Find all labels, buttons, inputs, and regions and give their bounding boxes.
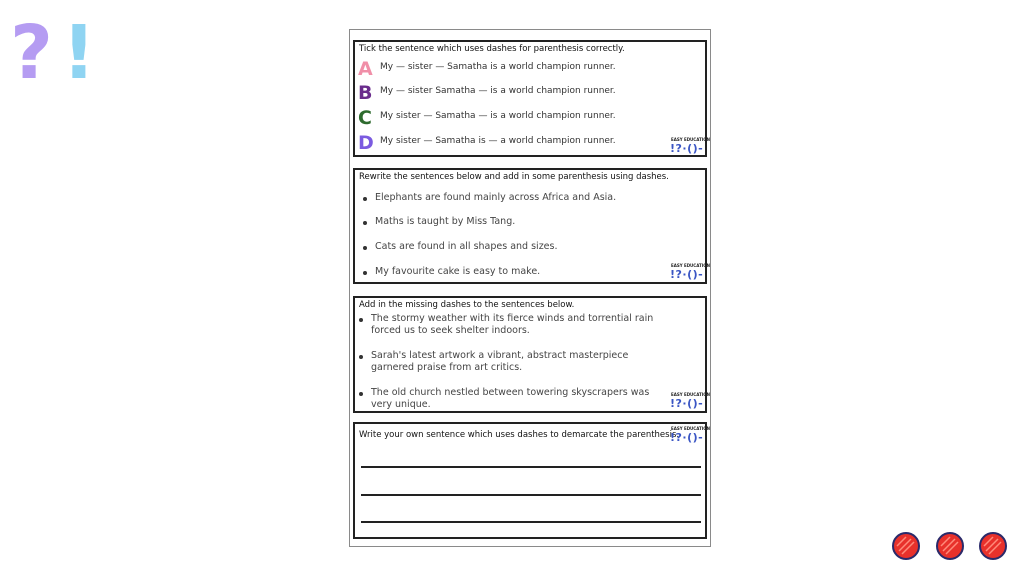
list-item: The old church nestled between towering skyscrapers was very unique. bbox=[359, 387, 694, 411]
section-rewrite bbox=[353, 168, 710, 284]
brand-logo: EASY EDUCATION !?·()- bbox=[670, 263, 710, 281]
nav-dot-icon[interactable] bbox=[935, 531, 965, 561]
worksheet bbox=[349, 29, 711, 547]
section2-heading: Rewrite the sentences below and add in some parenthesis using dashes. bbox=[359, 172, 669, 182]
nav-dot-icon[interactable] bbox=[891, 531, 921, 561]
option-c-text: My sister — Samatha — is a world champion runner. bbox=[380, 111, 616, 121]
list-item: My favourite cake is easy to make. bbox=[363, 266, 698, 278]
section4-heading: Write your own sentence which uses dashes to demarcate the parenthesis. bbox=[359, 430, 680, 440]
letter-b-icon bbox=[357, 82, 375, 102]
svg-text:A: A bbox=[358, 58, 373, 78]
option-a-text: My — sister — Samatha is a world champion runner. bbox=[380, 62, 616, 72]
section1-heading: Tick the sentence which uses dashes for parenthesis correctly. bbox=[359, 44, 625, 54]
punctuation-logo-icon: !?·()- bbox=[670, 268, 704, 281]
list-item: Elephants are found mainly across Africa and Asia. bbox=[363, 192, 698, 204]
letter-d-icon bbox=[357, 132, 375, 152]
punctuation-logo-icon: !?·()- bbox=[670, 397, 704, 410]
exclamation-mark: ! bbox=[62, 10, 96, 86]
list-item: Maths is taught by Miss Tang. bbox=[363, 216, 698, 228]
option-d-text: My sister — Samatha is — a world champion runner. bbox=[380, 136, 616, 146]
svg-text:D: D bbox=[358, 132, 374, 152]
option-c[interactable] bbox=[357, 107, 687, 127]
list-item: Sarah's latest artwork a vibrant, abstract masterpiece garnered praise from art critics. bbox=[359, 350, 694, 374]
svg-text:C: C bbox=[358, 107, 372, 127]
punctuation-logo-icon: !?·()- bbox=[670, 431, 704, 444]
brand-logo: EASY EDUCATION !?·()- bbox=[670, 137, 710, 155]
brand-logo: EASY EDUCATION !?·()- bbox=[670, 426, 710, 444]
section3-heading: Add in the missing dashes to the sentences below. bbox=[359, 300, 575, 310]
section-tick-correct bbox=[353, 40, 710, 157]
option-a[interactable] bbox=[357, 58, 687, 78]
svg-text:B: B bbox=[358, 82, 373, 102]
letter-a-icon bbox=[357, 58, 375, 78]
list-item: Cats are found in all shapes and sizes. bbox=[363, 241, 698, 253]
section-write-own bbox=[353, 422, 710, 539]
option-b-text: My — sister Samatha — is a world champion runner. bbox=[380, 86, 616, 96]
question-mark: ? bbox=[10, 10, 53, 86]
nav-dot-icon[interactable] bbox=[978, 531, 1008, 561]
writing-line[interactable] bbox=[361, 521, 701, 523]
brand-logo: EASY EDUCATION !?·()- bbox=[670, 392, 710, 410]
letter-c-icon bbox=[357, 107, 375, 127]
option-b[interactable] bbox=[357, 82, 687, 102]
section-missing-dashes bbox=[353, 296, 710, 413]
question-exclamation-icon bbox=[10, 6, 100, 86]
writing-line[interactable] bbox=[361, 466, 701, 468]
punctuation-logo-icon: !?·()- bbox=[670, 142, 704, 155]
writing-line[interactable] bbox=[361, 494, 701, 496]
list-item: The stormy weather with its fierce winds and torrential rain forced us to seek shelter indoors. bbox=[359, 313, 694, 337]
option-d[interactable] bbox=[357, 132, 687, 152]
